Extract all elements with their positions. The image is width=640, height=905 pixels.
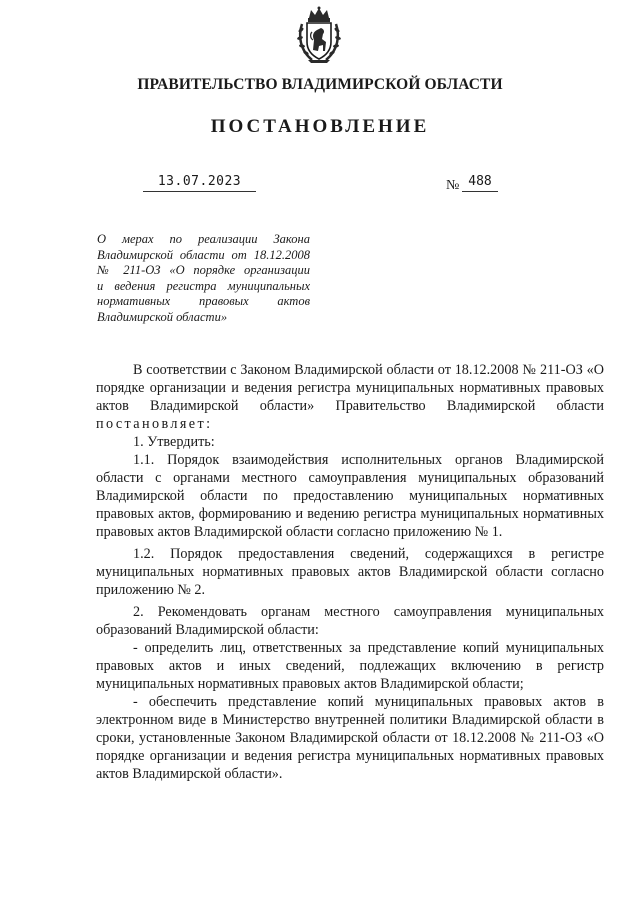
item-2: 2. Рекомендовать органам местного самоуправления муниципальных образований Владимирской области: [96, 604, 604, 638]
authority-title: ПРАВИТЕЛЬСТВО ВЛАДИМИРСКОЙ ОБЛАСТИ [137, 76, 503, 93]
subject-line: О мерах по реализации Закона [97, 232, 310, 246]
document-subject [97, 232, 310, 325]
item-2-b: - обеспечить представление копий муниципальных правовых актов в электронном виде в Министерство внутренней политики Владимирской области в сроки, установленные Законом Владимирской области от 18.12.2008 № 211-ОЗ «О порядке организации и ведения регистра муниципальных нормативных правовых актов Владимирской области». [96, 694, 604, 782]
preamble-text: В соответствии с Законом Владимирской области от 18.12.2008 № 211-ОЗ «О порядке организации и ведения регистра муниципальных нормативных правовых актов Владимирской области» Правительство Владимирской области [96, 362, 604, 414]
item-1-2: 1.2. Порядок предоставления сведений, содержащихся в регистре муниципальных нормативных правовых актов Владимирской области согласно приложению № 2. [96, 546, 604, 598]
document-date: 13.07.2023 [143, 174, 256, 192]
subject-line: нормативных правовых актов [97, 294, 310, 308]
subject-line: и ведения регистра муниципальных [97, 278, 310, 293]
subject-line: Владимирской области» [97, 309, 228, 324]
decree-colon: : [206, 416, 211, 432]
coat-of-arms-icon [296, 6, 342, 64]
preamble-paragraph [96, 361, 604, 433]
document-body [96, 361, 604, 783]
item-2-a: - определить лиц, ответственных за представление копий муниципальных правовых актов и иных сведений, подлежащих включению в регистр муниципальных нормативных правовых актов Владимирской области; [96, 640, 604, 692]
subject-line: № 211-ОЗ «О порядке организации [97, 263, 310, 277]
document-number: 488 [462, 174, 498, 192]
number-sign: № [446, 178, 460, 193]
decree-word: постановляет [96, 416, 207, 432]
item-1-1: 1.1. Порядок взаимодействия исполнительных органов Владимирской области с органами местного самоуправления муниципальных образований Владимирской области по предоставлению муниципальных нормативных правовых актов, формированию и ведению регистра муниципальных нормативных правовых актов Владимирской области согласно приложению № 1. [96, 452, 604, 540]
item-1: 1. Утвердить: [133, 434, 215, 450]
document-type-title: ПОСТАНОВЛЕНИЕ [210, 116, 430, 137]
subject-line: Владимирской области от 18.12.2008 [97, 247, 310, 262]
